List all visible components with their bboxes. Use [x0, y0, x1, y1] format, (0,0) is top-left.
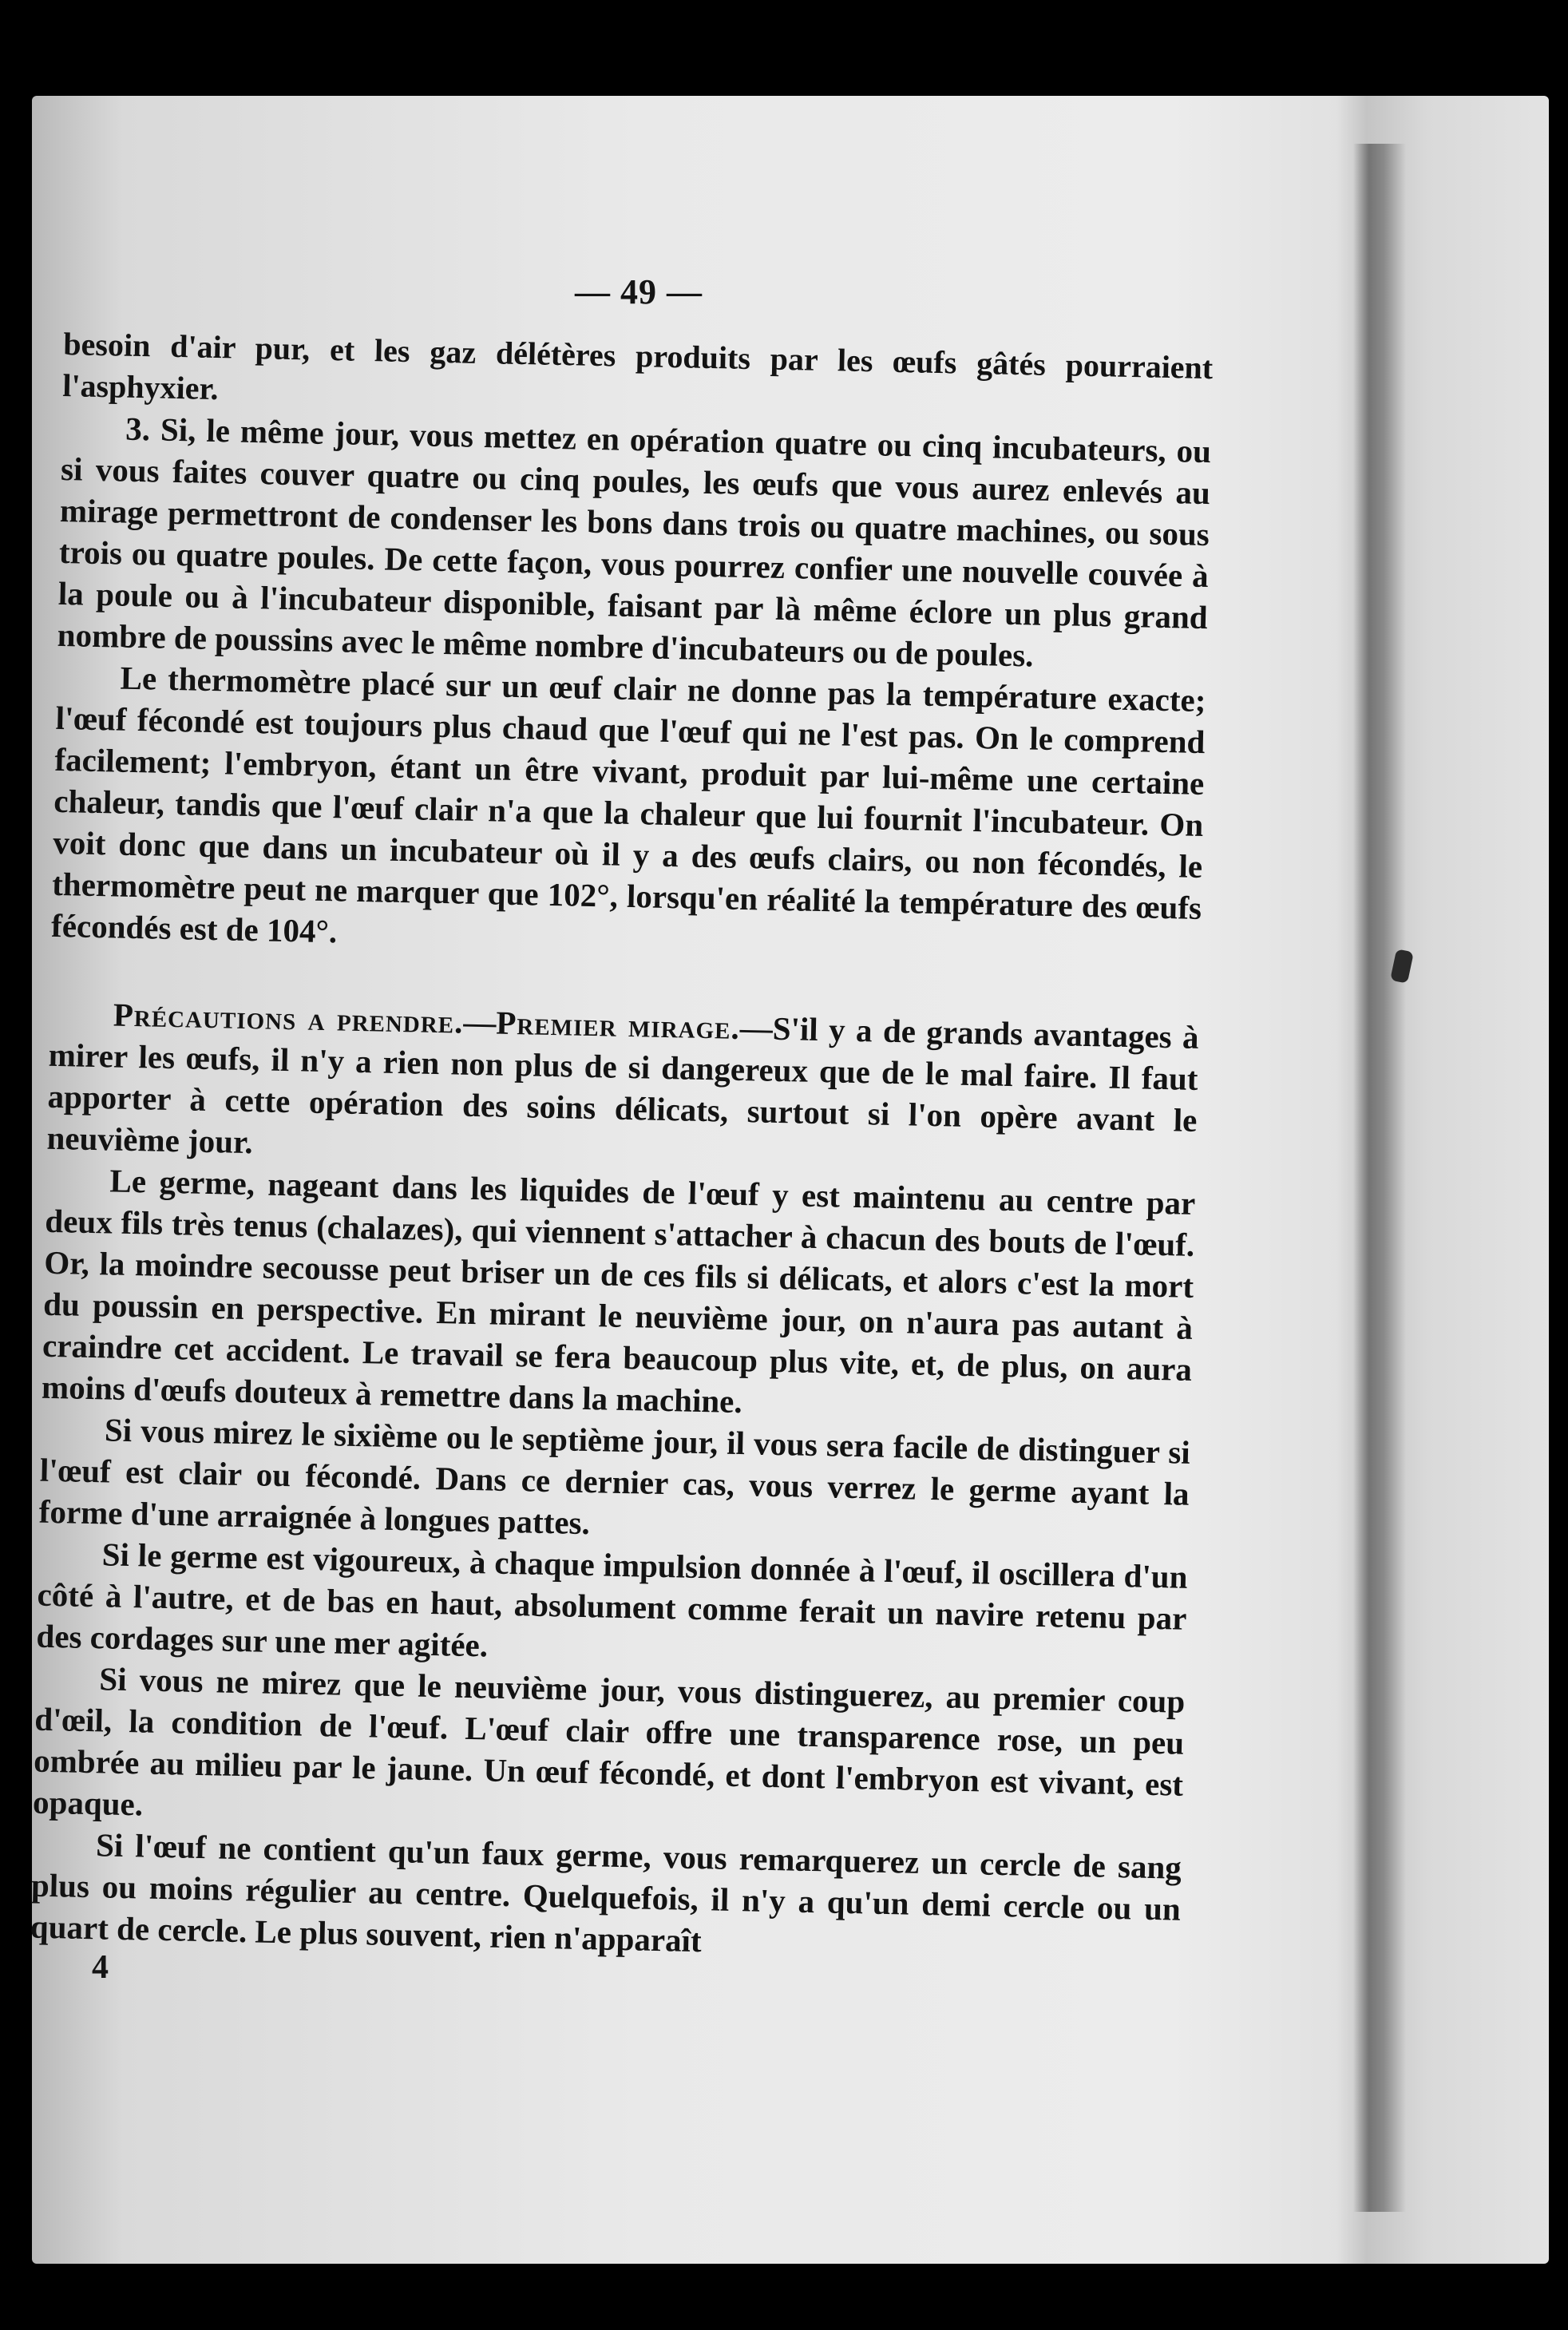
section-heading-separator: —	[462, 1003, 497, 1041]
paragraph: besoin d'air pur, et les gaz délétères produits par les œufs gâtés pourraient l'asphyxier.	[61, 325, 1214, 407]
paragraph: Le germe, nageant dans les liquides de l'œuf y est maintenu au centre par deux fils très tenus (chalazes), qui viennent s'attacher à chacun des bouts de l'œuf. Or, la moindre secousse peut briser un de ces fils si délicats, et alors c'est la mort du poussin en perspective. En mirant le neuvième jour, on n'aura pas autant à craindre cet accident. Le travail se fera beaucoup plus vite, et, de plus, on aura moins d'œufs douteux à remettre dans la machine.	[41, 1162, 1196, 1421]
section-heading-b: Premier mirage.	[495, 1004, 741, 1046]
signature-mark: 4	[92, 1949, 109, 1986]
page-number: — 49 —	[575, 272, 703, 311]
paragraph: Si le germe est vigoureux, à chaque impulsion donnée à l'œuf, il oscillera d'un côté à l'autre, et de bas en haut, absolument comme ferait un navire retenu par des cordages sur une mer agitée.	[36, 1536, 1188, 1664]
paragraph: Le thermomètre placé sur un œuf clair ne donne pas la température exacte; l'œuf fécondé est toujours plus chaud que l'œuf qui ne l'est pas. On le comprend facilement; l'embryon, étant un être vivant, produit par lui-même une certaine chaleur, tandis que l'œuf clair n'a que la chaleur que lui fournit l'incubateur. On voit donc que dans un incubateur où il y a des œufs clairs, ou non fécondés, le thermomètre peut ne marquer que 102°, lorsqu'en réalité la température des œufs fécondés est de 104°.	[50, 659, 1206, 950]
page-gutter-shadow	[1353, 144, 1441, 2212]
section-heading-a: Précautions a prendre.	[113, 996, 464, 1040]
paragraph: Si vous ne mirez que le neuvième jour, vous distinguerez, au premier coup d'œil, la condition de l'œuf. L'œuf clair offre une transparence rose, un peu ombrée au milieu par le jaune. Un œuf fécondé, et dont l'embryon est vivant, est opaque.	[32, 1660, 1186, 1823]
section-paragraph	[46, 993, 1199, 1183]
paragraph: 3. Si, le même jour, vous mettez en opération quatre ou cinq incubateurs, ou si vous faites couver quatre ou cinq poules, les œufs que vous aurez enlevés au mirage permettront de condenser les bons dans trois ou quatre machines, ou sous trois ou quatre poules. De cette façon, vous pourrez confier une nouvelle couvée à la poule ou à l'incubateur disponible, faisant par là même éclore un plus grand nombre de poussins avec le même nombre d'incubateurs ou de poules.	[57, 410, 1212, 674]
paragraph: Si l'œuf ne contient qu'un faux germe, vous remarquerez un cercle de sang plus ou moins régulier au centre. Quelquefois, il n'y a qu'un demi cercle ou un quart de cercle. Le plus souvent, rien n'apparaît	[30, 1826, 1182, 1959]
section-heading-text: —S'il y a de grands avantages à mirer les œufs, il n'y a rien non plus de si dangereux que de le mal faire. Il faut apporter à cette opération des soins délicats, surtout si l'on opère avant le neuvième jour.	[46, 1008, 1200, 1161]
body-text	[30, 323, 1213, 1971]
paragraph: Si vous mirez le sixième ou le septième jour, il vous sera facile de distinguer si l'œuf est clair ou fécondé. Dans ce dernier cas, vous verrez le germe ayant la forme d'une arraignée à longues pattes.	[38, 1411, 1191, 1542]
